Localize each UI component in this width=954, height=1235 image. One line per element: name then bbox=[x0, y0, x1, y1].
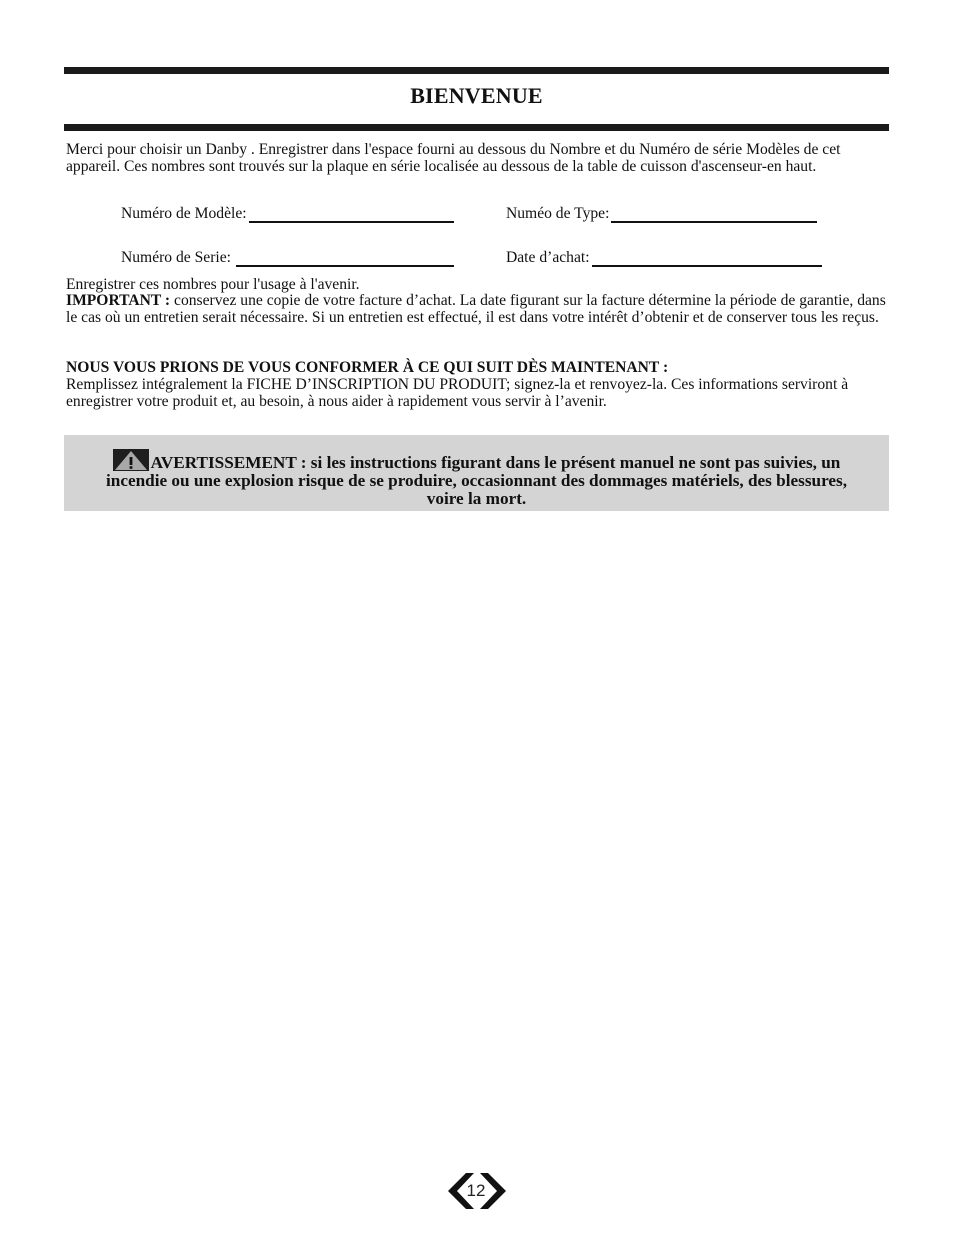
type-number-label: Numéo de Type: bbox=[506, 205, 610, 222]
type-number-field bbox=[506, 205, 817, 223]
important-text: conservez une copie de votre facture d’achat. La date figurant sur la facture détermine la période de garantie, dans le cas où un entretien serait nécessaire. Si un entretien est effectué, il est dans votre intérêt d’obtenir et de conserver tous les reçus. bbox=[66, 292, 886, 326]
purchase-date-label: Date d’achat: bbox=[506, 249, 590, 266]
instructions-heading: NOUS VOUS PRIONS DE VOUS CONFORMER À CE QUI SUIT DÈS MAINTENANT : bbox=[66, 359, 669, 376]
warning-box bbox=[64, 435, 889, 511]
model-number-blank bbox=[249, 207, 454, 223]
warning-content bbox=[94, 449, 859, 508]
page-title: BIENVENUE bbox=[410, 83, 543, 108]
warning-triangle-icon bbox=[113, 449, 149, 471]
serial-number-field bbox=[121, 249, 454, 267]
type-number-blank bbox=[611, 207, 817, 223]
warning-text: AVERTISSEMENT : si les instructions figurant dans le présent manuel ne sont pas suivies, un incendie ou une explosion risque de se produire, occasionnant des dommages matériels, des blessures, voire la mort. bbox=[105, 453, 848, 508]
intro-paragraph: Merci pour choisir un Danby . Enregistrer dans l'espace fourni au dessous du Nombre et du Numéro de série Modèles de cet appareil. Ces nombres sont trouvés sur la plaque en série localisée au dessous de la table de cuisson d'ascenseur-en haut. bbox=[66, 141, 841, 175]
serial-number-blank bbox=[236, 251, 454, 267]
important-label: IMPORTANT : bbox=[66, 292, 171, 309]
model-number-label: Numéro de Modèle: bbox=[121, 205, 247, 222]
register-note: Enregistrer ces nombres pour l'usage à l'avenir. bbox=[66, 276, 360, 293]
purchase-date-blank bbox=[592, 251, 822, 267]
serial-number-label: Numéro de Serie: bbox=[121, 249, 231, 266]
model-number-field bbox=[121, 205, 454, 223]
page-number: 12 bbox=[466, 1181, 486, 1200]
instructions-paragraph: Remplissez intégralement la FICHE D’INSCRIPTION DU PRODUIT; signez-la et renvoyez-la. Ces informations serviront à enregistrer votre produit et, au besoin, à nous aider à rapidement vous servir à l’avenir. bbox=[66, 376, 849, 410]
title-bottom-rule bbox=[64, 124, 889, 131]
purchase-date-field bbox=[506, 249, 822, 267]
important-paragraph bbox=[66, 293, 888, 326]
top-rule bbox=[64, 67, 889, 74]
